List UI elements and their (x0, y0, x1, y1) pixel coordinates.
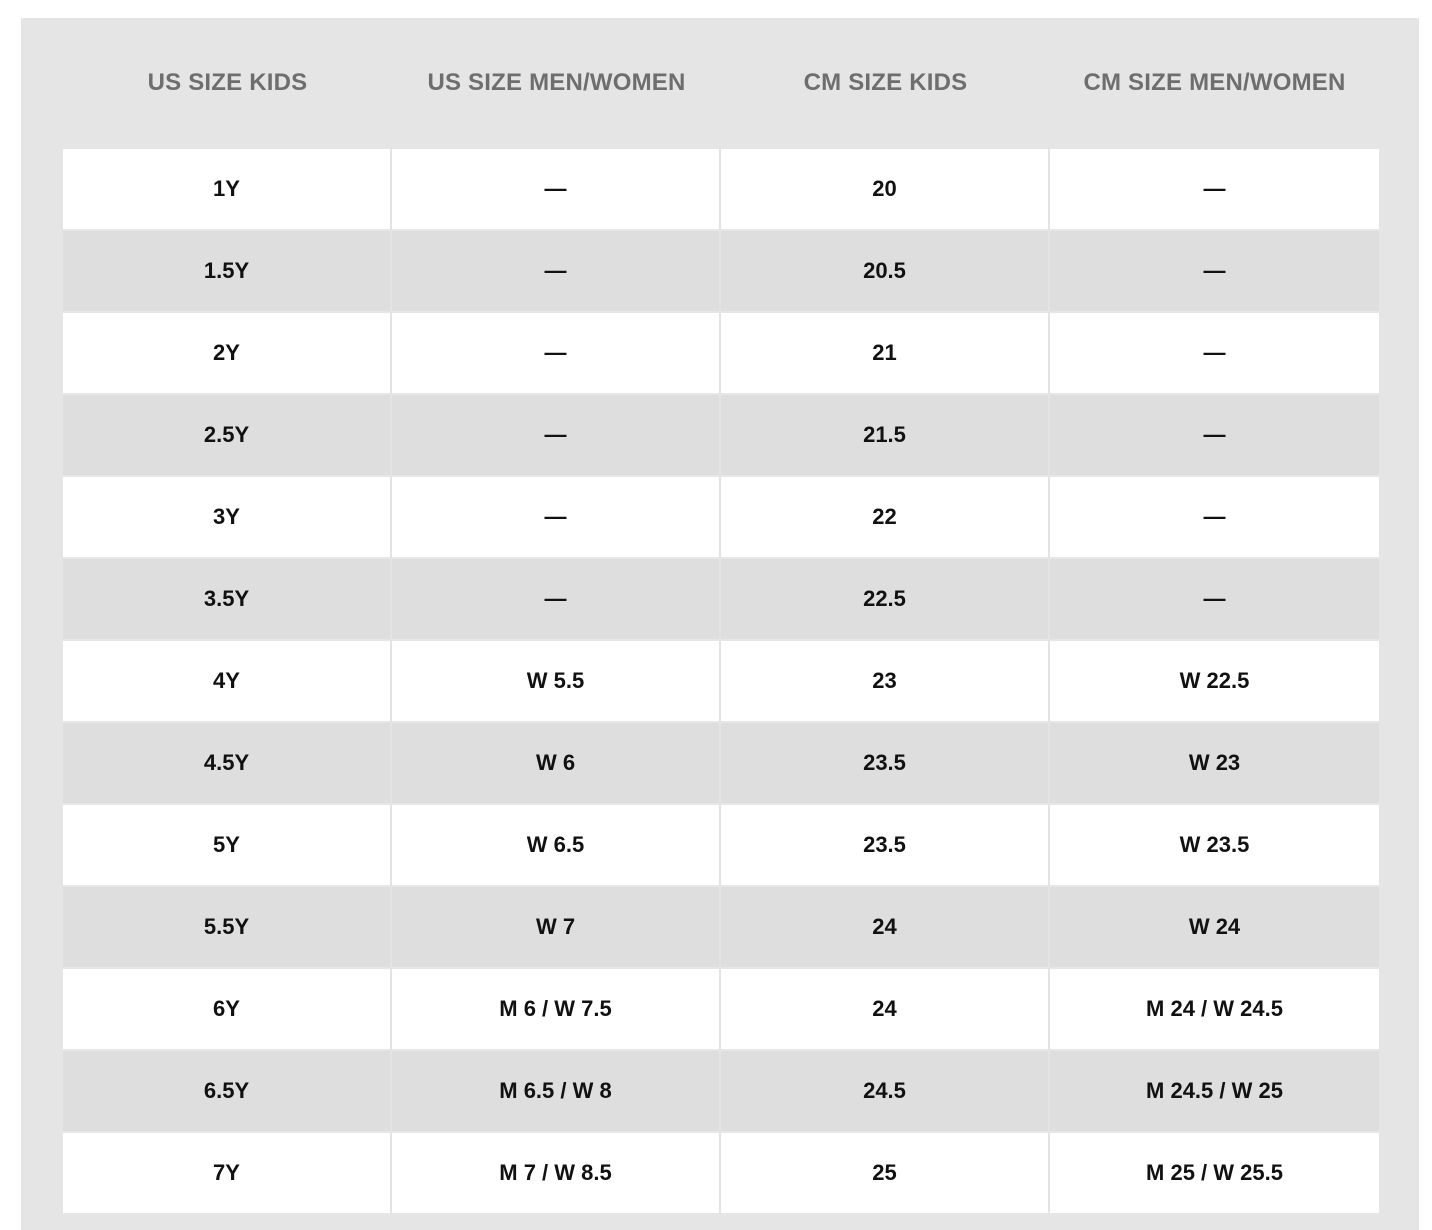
cell-us-size-men-women: M 7 / W 8.5 (392, 1133, 721, 1215)
cell-cm-size-men-women: W 22.5 (1050, 641, 1379, 723)
cell-cm-size-kids: 24.5 (721, 1051, 1050, 1133)
cell-cm-size-kids: 21 (721, 313, 1050, 395)
cell-us-size-men-women: — (392, 477, 721, 559)
table-row (63, 1051, 1379, 1133)
cell-us-size-kids: 2Y (63, 313, 392, 395)
header-us-size-kids: US SIZE KIDS (147, 68, 308, 96)
cell-cm-size-men-women: M 24.5 / W 25 (1050, 1051, 1379, 1133)
cell-us-size-men-women: — (392, 559, 721, 641)
cell-cm-size-men-women: — (1050, 395, 1379, 477)
cell-cm-size-kids: 25 (721, 1133, 1050, 1215)
cell-cm-size-kids: 20.5 (721, 231, 1050, 313)
table-row (63, 231, 1379, 313)
cell-cm-size-kids: 22 (721, 477, 1050, 559)
header-cm-size-kids: CM SIZE KIDS (803, 68, 968, 96)
cell-cm-size-men-women: — (1050, 559, 1379, 641)
cell-us-size-kids: 6Y (63, 969, 392, 1051)
cell-us-size-kids: 3.5Y (63, 559, 392, 641)
table-row (63, 149, 1379, 231)
cell-cm-size-men-women: W 23.5 (1050, 805, 1379, 887)
cell-us-size-kids: 6.5Y (63, 1051, 392, 1133)
table-row (63, 723, 1379, 805)
cell-cm-size-kids: 24 (721, 969, 1050, 1051)
cell-us-size-kids: 1.5Y (63, 231, 392, 313)
cell-cm-size-men-women: M 25 / W 25.5 (1050, 1133, 1379, 1215)
cell-cm-size-kids: 22.5 (721, 559, 1050, 641)
cell-us-size-kids: 1Y (63, 149, 392, 231)
cell-cm-size-men-women: W 23 (1050, 723, 1379, 805)
cell-cm-size-men-women: — (1050, 149, 1379, 231)
cell-cm-size-men-women: M 24 / W 24.5 (1050, 969, 1379, 1051)
cell-us-size-men-women: W 7 (392, 887, 721, 969)
size-chart-table (63, 149, 1379, 1215)
cell-cm-size-men-women: — (1050, 313, 1379, 395)
table-row (63, 559, 1379, 641)
table-row (63, 395, 1379, 477)
cell-us-size-men-women: W 5.5 (392, 641, 721, 723)
cell-us-size-kids: 2.5Y (63, 395, 392, 477)
cell-cm-size-kids: 23.5 (721, 805, 1050, 887)
table-row (63, 805, 1379, 887)
header-cm-size-men-women: CM SIZE MEN/WOMEN (1083, 68, 1346, 96)
cell-us-size-men-women: — (392, 149, 721, 231)
size-chart-header (63, 18, 1379, 149)
cell-us-size-kids: 7Y (63, 1133, 392, 1215)
cell-cm-size-men-women: — (1050, 231, 1379, 313)
cell-us-size-men-women: W 6.5 (392, 805, 721, 887)
cell-us-size-men-women: W 6 (392, 723, 721, 805)
cell-us-size-kids: 5.5Y (63, 887, 392, 969)
size-chart-panel (21, 18, 1419, 1230)
cell-us-size-men-women: M 6.5 / W 8 (392, 1051, 721, 1133)
table-row (63, 969, 1379, 1051)
cell-us-size-men-women: M 6 / W 7.5 (392, 969, 721, 1051)
table-row (63, 313, 1379, 395)
cell-cm-size-kids: 20 (721, 149, 1050, 231)
cell-cm-size-men-women: — (1050, 477, 1379, 559)
cell-us-size-men-women: — (392, 395, 721, 477)
table-row (63, 641, 1379, 723)
cell-cm-size-kids: 23 (721, 641, 1050, 723)
header-us-size-men-women: US SIZE MEN/WOMEN (427, 68, 686, 96)
cell-cm-size-kids: 24 (721, 887, 1050, 969)
cell-cm-size-kids: 23.5 (721, 723, 1050, 805)
table-row (63, 1133, 1379, 1215)
cell-cm-size-kids: 21.5 (721, 395, 1050, 477)
cell-us-size-kids: 3Y (63, 477, 392, 559)
table-row (63, 887, 1379, 969)
cell-cm-size-men-women: W 24 (1050, 887, 1379, 969)
cell-us-size-men-women: — (392, 231, 721, 313)
cell-us-size-kids: 4Y (63, 641, 392, 723)
cell-us-size-kids: 4.5Y (63, 723, 392, 805)
table-row (63, 477, 1379, 559)
cell-us-size-kids: 5Y (63, 805, 392, 887)
cell-us-size-men-women: — (392, 313, 721, 395)
